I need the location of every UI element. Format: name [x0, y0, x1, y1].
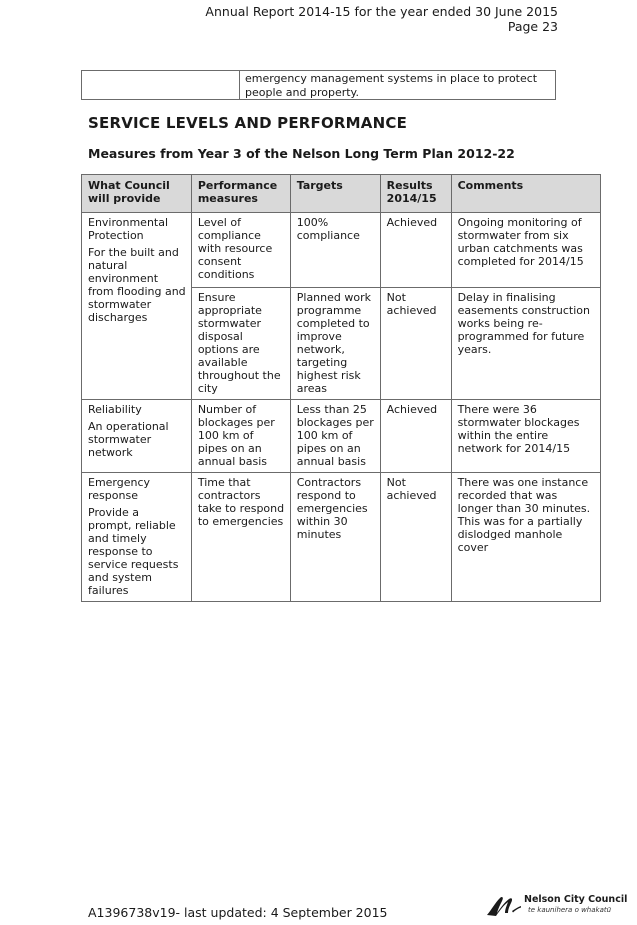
result-cell: Not achieved: [380, 288, 451, 400]
logo-name: Nelson City Council: [524, 894, 628, 905]
col-header-comments: Comments: [451, 175, 600, 213]
nelson-city-council-logo-icon: [486, 895, 522, 917]
result-cell: Not achieved: [380, 473, 451, 602]
target-cell: Less than 25 blockages per 100 km of pipes on an annual basis: [290, 400, 380, 473]
continued-cell: [240, 71, 542, 99]
result-cell: Achieved: [380, 400, 451, 473]
result-cell: Achieved: [380, 213, 451, 288]
comment-cell: There was one instance recorded that was longer than 30 minutes. This was for a partially dislodged manhole cover: [451, 473, 600, 602]
col-header-provide: What Council will provide: [82, 175, 192, 213]
comment-cell: Delay in finalising easements construction works being re-programmed for future years.: [451, 288, 600, 400]
comment-cell: There were 36 stormwater blockages within the entire network for 2014/15: [451, 400, 600, 473]
measure-cell: Number of blockages per 100 km of pipes on an annual basis: [191, 400, 290, 473]
performance-table: [81, 174, 601, 602]
provide-cell: [82, 473, 192, 602]
target-cell: Planned work programme completed to improve network, targeting highest risk areas: [290, 288, 380, 400]
document-reference: A1396738v19- last updated: 4 September 2015: [88, 905, 388, 920]
comment-cell: Ongoing monitoring of stormwater from six urban catchments was completed for 2014/15: [451, 213, 600, 288]
report-title: Annual Report 2014-15 for the year ended 30 June 2015: [205, 4, 558, 19]
measure-cell: Ensure appropriate stormwater disposal options are available throughout the city: [191, 288, 290, 400]
logo-subtitle: te kaunihera o whakatū: [528, 906, 612, 914]
empty-cell: [82, 71, 240, 99]
continued-table-fragment: [81, 70, 556, 100]
provide-title: Environmental Protection: [88, 216, 169, 242]
target-cell: 100% compliance: [290, 213, 380, 288]
provide-title: Reliability: [88, 403, 142, 416]
table-subtitle: Measures from Year 3 of the Nelson Long Term Plan 2012-22: [88, 146, 515, 161]
page-number: Page 23: [507, 19, 558, 34]
provide-cell: [82, 400, 192, 473]
col-header-targets: Targets: [290, 175, 380, 213]
col-header-measures: Performance measures: [191, 175, 290, 213]
continued-text-line-1: emergency management systems in place to protect: [245, 72, 538, 85]
provide-title: Emergency response: [88, 476, 151, 502]
target-cell: Contractors respond to emergencies within 30 minutes: [290, 473, 380, 602]
provide-cell: [82, 213, 192, 400]
measure-cell: Time that contractors take to respond to emergencies: [191, 473, 290, 602]
provide-description: For the built and natural environment from flooding and stormwater discharges: [88, 246, 186, 324]
provide-description: An operational stormwater network: [88, 420, 169, 459]
provide-description: Provide a prompt, reliable and timely response to service requests and system failures: [88, 506, 179, 597]
table-row: [82, 400, 601, 473]
page-header: [205, 4, 558, 34]
council-logo: [486, 893, 628, 919]
table-row: [82, 473, 601, 602]
measure-cell: Level of compliance with resource consent conditions: [191, 213, 290, 288]
section-title: SERVICE LEVELS AND PERFORMANCE: [88, 114, 408, 132]
table-row: [82, 213, 601, 288]
col-header-results: Results 2014/15: [380, 175, 451, 213]
table-header-row: [82, 175, 601, 213]
continued-text-line-2: people and property.: [245, 85, 359, 99]
